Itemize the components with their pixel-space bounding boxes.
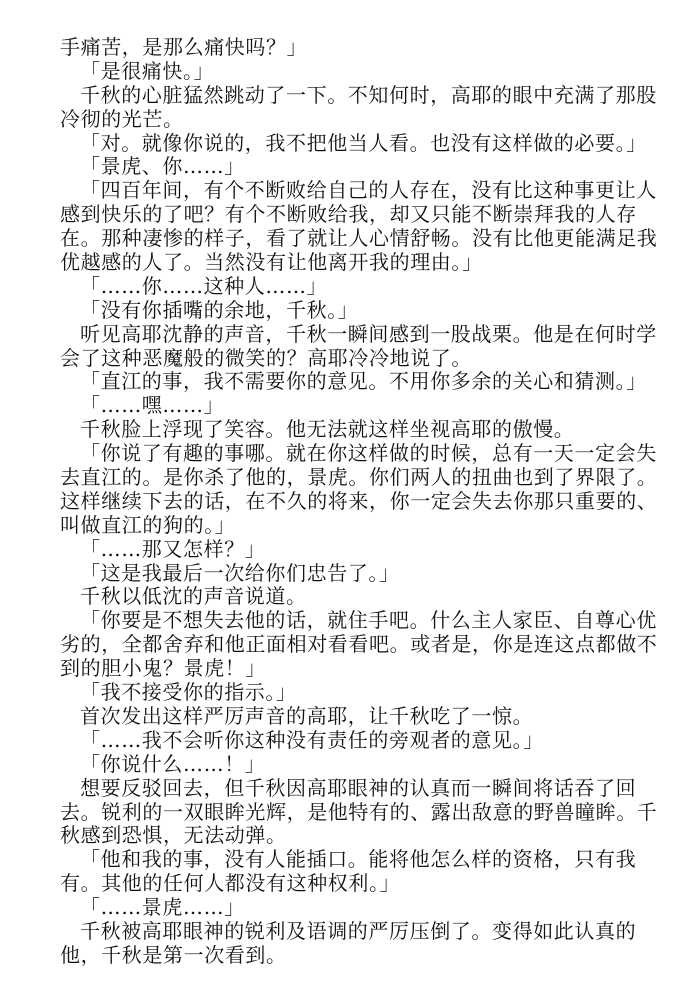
text-line: 千秋被高耶眼神的锐利及语调的严厉压倒了。变得如此认真的	[80, 918, 637, 943]
text-line: 手痛苦，是那么痛快吗？」	[60, 35, 308, 59]
text-line: 「是很痛快。」	[80, 58, 215, 83]
text-line: 千秋的心脏猛然跳动了一下。不知何时，高耶的眼中充满了那股	[80, 82, 657, 107]
text-line: 有。其他的任何人都没有这种权利。」	[60, 871, 401, 896]
text-line: 在。那种凄惨的样子，看了就让人心情舒畅。没有比他更能满足我	[60, 226, 658, 251]
text-line: 「这是我最后一次给你们忠告了。」	[80, 560, 400, 585]
text-line: 冷彻的光芒。	[60, 106, 184, 131]
text-line: 「景虎、你……」	[80, 154, 245, 179]
text-line: 「……我不会听你这种没有责任的旁观者的意见。」	[80, 727, 544, 752]
text-line: 「……你……这种人……」	[80, 273, 328, 298]
text-line: 「直江的事，我不需要你的意见。不用你多余的关心和猜测。」	[80, 369, 647, 394]
text-line: 劣的，全都舍弃和他正面相对看看吧。或者是，你是连这点都做不	[60, 632, 658, 657]
text-line: 「……嘿……」	[80, 393, 225, 418]
text-line: 千秋以低沈的声音说道。	[80, 584, 307, 609]
text-line: 「你说什么……！」	[80, 751, 266, 776]
text-line: 叫做直江的狗的。」	[60, 512, 236, 537]
text-line: 千秋脸上浮现了笑容。他无法就这样坐视高耶的傲慢。	[80, 417, 575, 442]
text-line: 「我不接受你的指示。」	[80, 680, 297, 705]
text-line: 「他和我的事，没有人能插口。能将他怎么样的资格，只有我	[80, 847, 637, 872]
text-line: 这样继续下去的话，在不久的将来，你一定会失去你那只重要的、	[60, 488, 658, 513]
text-line: 「对。就像你说的，我不把他当人看。也没有这样做的必要。」	[80, 130, 647, 155]
text-line: 「……那又怎样？」	[80, 536, 266, 561]
text-line: 会了这种恶魔般的微笑的？高耶冷冷地说了。	[60, 345, 472, 370]
text-line: 想要反驳回去，但千秋因高耶眼神的认真而一瞬间将话吞了回	[80, 775, 637, 800]
text-line: 优越感的人了。当然没有让他离开我的理由。」	[60, 250, 483, 275]
text-line: 首次发出这样严厉声音的高耶，让千秋吃了一惊。	[80, 703, 534, 728]
text-line: 「你要是不想失去他的话，就住手吧。什么主人家臣、自尊心优	[80, 608, 657, 633]
text-line: 「你说了有趣的事哪。就在你这样做的时候，总有一天一定会失	[80, 441, 657, 466]
text-line: 「没有你插嘴的余地，千秋。」	[80, 297, 359, 322]
text-line: 去。锐利的一双眼眸光辉，是他特有的、露出敌意的野兽瞳眸。千	[60, 799, 658, 824]
document-page	[60, 35, 658, 968]
text-line: 「……景虎……」	[80, 895, 245, 920]
text-line: 他，千秋是第一次看到。	[60, 942, 287, 967]
text-line: 「四百年间，有个不断败给自己的人存在，没有比这种事更让人	[80, 178, 657, 203]
text-line: 听见高耶沈静的声音，千秋一瞬间感到一股战栗。他是在何时学	[80, 321, 657, 346]
text-line: 感到快乐的了吧？有个不断败给我，却又只能不断崇拜我的人存	[60, 202, 637, 227]
text-line: 到的胆小鬼？景虎！」	[60, 656, 266, 681]
text-line: 秋感到恐惧，无法动弹。	[60, 823, 287, 848]
text-line: 去直江的。是你杀了他的，景虎。你们两人的扭曲也到了界限了。	[60, 465, 658, 490]
